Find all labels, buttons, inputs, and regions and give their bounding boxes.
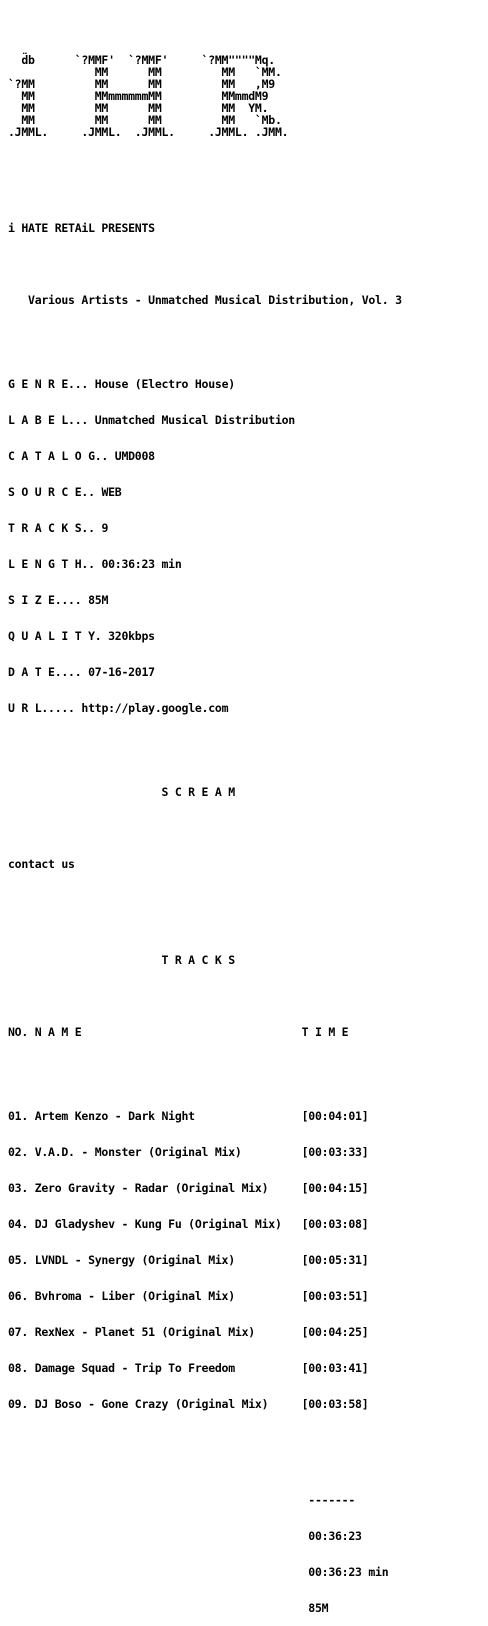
spacer — [8, 162, 402, 198]
spacer — [8, 1062, 402, 1074]
scream-heading: S C R E A M — [8, 785, 235, 799]
track-row: 03. Zero Gravity - Radar (Original Mix) [00:04:15] — [8, 1181, 369, 1195]
presenter-line: i HATE RETAiL PRESENTS — [8, 221, 155, 235]
info-value: http://play.google.com — [74, 701, 229, 715]
info-label: L E N G T H.. — [8, 557, 95, 571]
nfo-document — [8, 30, 402, 1626]
info-label: S I Z E.... — [8, 593, 82, 607]
track-row: 01. Artem Kenzo - Dark Night [00:04:01] — [8, 1109, 369, 1123]
info-value: 320kbps — [101, 629, 155, 643]
info-row-url — [8, 702, 402, 714]
info-label: C A T A L O G.. — [8, 449, 109, 463]
track-row: 02. V.A.D. - Monster (Original Mix) [00:03:33] — [8, 1145, 369, 1159]
info-row-source — [8, 486, 402, 498]
info-label: L A B E L... — [8, 413, 89, 427]
info-label: D A T E.... — [8, 665, 82, 679]
spacer — [8, 894, 402, 930]
track-row: 06. Bvhroma - Liber (Original Mix) [00:03:51] — [8, 1289, 369, 1303]
info-label: T R A C K S.. — [8, 521, 95, 535]
info-value: Unmatched Musical Distribution — [88, 413, 295, 427]
totals-time: 00:36:23 — [8, 1529, 362, 1543]
info-value: 00:36:23 min — [94, 557, 182, 571]
track-row: 07. RexNex - Planet 51 (Original Mix) [00:04:25] — [8, 1325, 369, 1339]
totals-rule: ------- — [8, 1493, 356, 1507]
info-row-genre — [8, 378, 402, 390]
spacer — [8, 822, 402, 834]
totals-size: 85M — [8, 1601, 329, 1615]
info-value: 9 — [94, 521, 109, 535]
info-row-catalog — [8, 450, 402, 462]
release-title: Various Artists - Unmatched Musical Distribution, Vol. 3 — [8, 293, 402, 307]
info-label: S O U R C E.. — [8, 485, 95, 499]
totals-length: 00:36:23 min — [8, 1565, 389, 1579]
logo-ascii-art: d̈b `?MMF' `?MMF' `?MM""""Mq. MM MM MM `MM. `?MM MM MM MM ,M9 MM MMmmmmmmMM MMmmdM9 MM MM MM MM YM. MM MM MM MM `Mb. .JMML. .JMML. .JMML. .JMML. .JMM. — [8, 53, 289, 139]
info-row-tracks — [8, 522, 402, 534]
info-row-quality — [8, 630, 402, 642]
info-row-date — [8, 666, 402, 678]
tracks-heading: T R A C K S — [8, 953, 235, 967]
spacer — [8, 1446, 402, 1470]
info-label: U R L..... — [8, 701, 75, 715]
spacer — [8, 258, 402, 270]
spacer — [8, 750, 402, 762]
info-value: 07-16-2017 — [81, 665, 155, 679]
track-row: 08. Damage Squad - Trip To Freedom [00:03:41] — [8, 1361, 369, 1375]
info-value: 85M — [81, 593, 109, 607]
info-row-label — [8, 414, 402, 426]
track-row: 09. DJ Boso - Gone Crazy (Original Mix) [00:03:58] — [8, 1397, 369, 1411]
info-value: WEB — [94, 485, 122, 499]
info-row-size — [8, 594, 402, 606]
track-row: 04. DJ Gladyshev - Kung Fu (Original Mix) [00:03:08] — [8, 1217, 369, 1231]
info-row-length — [8, 558, 402, 570]
spacer — [8, 990, 402, 1002]
track-row: 05. LVNDL - Synergy (Original Mix) [00:05:31] — [8, 1253, 369, 1267]
info-value: House (Electro House) — [88, 377, 235, 391]
info-label: G E N R E... — [8, 377, 89, 391]
spacer — [8, 330, 402, 342]
info-label: Q U A L I T Y. — [8, 629, 102, 643]
tracks-column-header: NO. N A M E T I M E — [8, 1025, 349, 1039]
contact-text: contact us — [8, 857, 75, 871]
info-value: UMD008 — [108, 449, 155, 463]
